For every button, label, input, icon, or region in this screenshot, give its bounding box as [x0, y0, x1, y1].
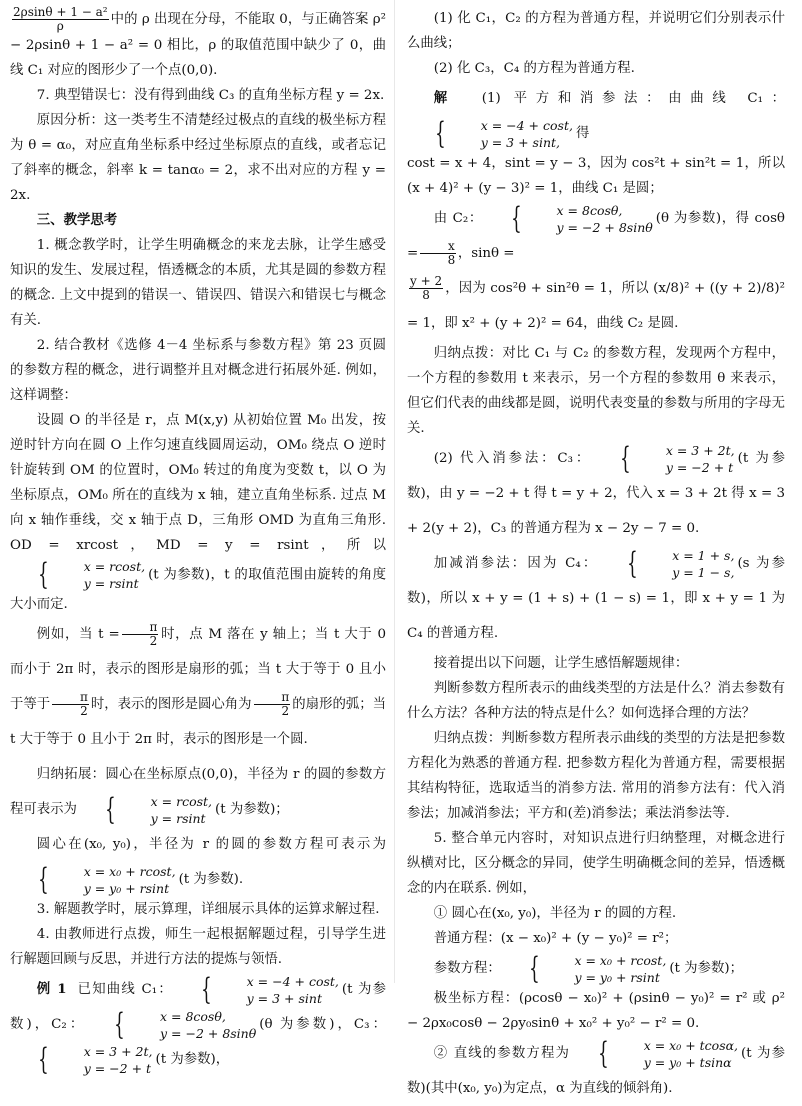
solution-c1-derivation: cost = x + 4，sint = y − 3，因为 cos²t + sin²t = 1，所以 (x + 4)² + (y − 3)² = 1，曲线 C₁ 是圆； [407, 156, 785, 196]
equation-system: { x = −4 + cost, y = 3 + sint, [435, 115, 573, 151]
fraction: $\frac{y + 2}{8}$ [410, 274, 443, 302]
question-1: (1) 化 C₁，C₂ 的方程为普通方程，并说明它们分别表示什么曲线； [407, 11, 785, 51]
paragraph-cause-analysis: 原因分析：这一类考生不清楚经过极点的直线的极坐标方程为 θ = α₀，对应直角坐标系中经过坐标原点的直线，或者忘记了斜率的概念，斜率 k = tanα₀ = 2，求不出对应的方程 y = 2x. [10, 113, 386, 203]
fraction-pi-over-2: $\frac{\pi}{2}$ [254, 691, 291, 718]
equation-system: { x = rcost, y = rsint [38, 557, 146, 592]
equation-system: { x = 3 + 2t, y = −2 + t [38, 1041, 153, 1077]
equation-system: { x = 8cosθ, y = −2 + 8sinθ [510, 200, 653, 236]
circle-polar-equation: 极坐标方程：(ρcosθ − x₀)² + (ρsinθ − y₀)² = r² 或 ρ² − 2ρx₀cosθ − 2ρy₀sinθ + x₀² + y₀² − r² = 0. [407, 991, 785, 1031]
paragraph-summary-center: 圆心在(x₀, y₀)，半径为 r 的圆的参数方程可表示为 { x = x₀ + rcost, y = y₀ + rsint (t 为参数). [10, 827, 386, 897]
paragraph-unit-integration: 5. 整合单元内容时，对知识点进行归纳整理，对概念进行纵横对比，区分概念的异同，使学生明确概念间的差异，悟透概念的内在联系. 例如， [407, 831, 785, 896]
paragraph-textbook: 2. 结合教材《选修 4－4 坐标系与参数方程》第 23 页圆的参数方程的概念，进行调整并且对概念进行拓展外延. 例如，这样调整： [10, 338, 386, 403]
solution-label: 解 [433, 90, 456, 106]
circle-parametric-equation: 参数方程： { x = x₀ + rcost, y = y₀ + rsint (t 为参数)； [433, 950, 743, 986]
paragraph-error6-tail: $\frac{\text{2ρsinθ + 1 − a²}}{\rho}$ 中的 ρ 出现在分母，不能取 0，与正确答案 ρ² − 2ρsinθ + 1 − a² = 0 相比，ρ 的取值范围中缺少了 0，曲线 C₁ 对应的图形少了一个点(0,0). [10, 5, 386, 78]
paragraph-insight-1: 归纳点拨：对比 C₁ 与 C₂ 的参数方程，发现两个方程中，一个方程的参数用 t 来表示，另一个方程的参数用 θ 来表示，但它们代表的曲线都是圆，说明代表变量的参数与所用的字母无关. [407, 346, 785, 436]
fraction: $\frac{x}{8}$ [420, 240, 456, 267]
paragraph-concept-teaching: 1. 概念教学时，让学生明确概念的来龙去脉，让学生感受知识的发生、发展过程，悟透概念的本质，尤其是圆的参数方程的概念. 上文中提到的错误一、错误四、错误六和错误七与概念有关. [10, 238, 386, 328]
example-label: 例 1 [36, 981, 67, 997]
circle-item-heading: ① 圆心在(x₀, y₀)，半径为 r 的圆的方程. [433, 906, 677, 921]
left-column [10, 6, 386, 1077]
column-divider [394, 0, 395, 983]
fraction-pi-over-2: $\frac{\pi}{2}$ [122, 621, 159, 648]
equation-system: { x = 8cosθ, y = −2 + 8sinθ [114, 1006, 257, 1042]
equation-system: { x = x₀ + tcosα, y = y₀ + tsinα [598, 1035, 739, 1071]
paragraph-teacher-guidance: 4. 由教师进行点拨，师生一起根据解题过程，引导学生进行解题回顾与反思，并进行方法的提炼与领悟. [10, 927, 386, 967]
solution-c2-result: $\frac{y + 2}{8}$ ，因为 cos²θ + sin²θ = 1，所以 (x/8)² + ((y + 2)/8)² = 1，即 x² + (y + 2)² = 64，曲线 C₂ 是圆. [407, 274, 785, 331]
equation-system: { x = x₀ + rcost, y = y₀ + rsint [38, 861, 176, 897]
equation-system: { x = 3 + 2t, y = −2 + t [620, 440, 735, 476]
paragraph-example-angle: 例如，当 t = $\frac{\pi}{2}$ 时，点 M 落在 y 轴上；当 t 大于 0 而小于 2π 时，表示的图形是扇形的弧；当 t 大于等于 0 且小于等于 $\frac{\pi}{2}$ 时，表示的图形是圆心角为 $\frac{\pi}{2}$ 的扇形的弧；当 t 大于等于 0 且小于 2π 时，表示的图形是一个圆. [10, 620, 387, 747]
solution-part2: (2) 代入消参法：C₃： { x = 3 + 2t, y = −2 + t (t 为参数)，由 y = −2 + t 得 t = y + 2，代入 x = 3 + 2t 得 x = 3 + 2(y + 2)，C₃ 的普通方程为 x − 2y − 7 = 0. [407, 440, 785, 536]
solution-part1: 解 (1) 平方和消参法：由曲线 C₁： { x = −4 + cost, y = 3 + sint, 得 [407, 81, 785, 151]
equation-system: { x = −4 + cost, y = 3 + sint [201, 971, 339, 1007]
equation-system: { x = rcost, y = rsint [105, 791, 213, 827]
fraction-pi-over-2: $\frac{\pi}{2}$ [52, 691, 89, 718]
paragraph-circle-setup: 设圆 O 的半径是 r，点 M(x,y) 从初始位置 M₀ 出发，按逆时针方向在圆 O 上作匀速直线圆周运动，OM₀ 绕点 O 逆时针旋转到 OM 的位置时，OM₀ 转过的角度为变数 t，以 O 为坐标原点，OM₀ 所在的直线为 x 轴，建立直角坐标系. 过点 M 向 x 轴作垂线，交 x 轴于点 D，三角形 OMD 为直角三角形. OD = xrcost，MD = y = rsint，所以 { x = rcost, y = rsint (t 为参数)，t 的取值范围由旋转的角度大小而定. [10, 413, 386, 612]
equation-system: { x = x₀ + rcost, y = y₀ + rsint [528, 950, 667, 986]
right-column [407, 6, 785, 1106]
circle-normal-equation: 普通方程：(x − x₀)² + (y − y₀)² = r²； [433, 931, 678, 946]
equation-system: { x = 1 + s, y = 1 − s, [626, 545, 735, 581]
solution-c4: 加减消参法：因为 C₄： { x = 1 + s, y = 1 − s, (s 为参数)，所以 x + y = (1 + s) + (1 − s) = 1，即 x + y = 1 为 C₄ 的普通方程. [407, 545, 785, 641]
question-2: (2) 化 C₃，C₄ 的方程为普通方程. [433, 61, 635, 76]
solution-c2-derivation: 由 C₂： { x = 8cosθ, y = −2 + 8sinθ (θ 为参数)，得 cosθ = $\frac{x}{8}$ ，sinθ = [407, 200, 785, 267]
paragraph-questions: 判断参数方程所表示的曲线类型的方法是什么？消去参数有什么方法？各种方法的特点是什么？如何选择合理的方法？ [407, 681, 785, 721]
paragraph-prompt: 接着提出以下问题，让学生感悟解题规律： [433, 656, 689, 671]
paragraph-problem-solving: 3. 解题教学时，展示算理，详细展示具体的运算求解过程. [36, 902, 380, 917]
fraction: $\frac{\text{2ρsinθ + 1 − a²}}{\rho}$ [13, 5, 108, 33]
paragraph-error7: 7. 典型错误七：没有得到曲线 C₃ 的直角坐标方程 y = 2x. [36, 88, 385, 103]
paragraph-insight-2: 归纳点拨：判断参数方程所表示曲线的类型的方法是把参数方程化为熟悉的普通方程. 把参数方程化为普通方程，需要根据其结构特征，选取适当的消参方法. 常用的消参方法有：代入消参法；加减消参法；平方和(差)消参法；乘法消参法等. [407, 731, 785, 821]
section-heading: 三、教学思考 [36, 212, 118, 228]
line-parametric-equation: ② 直线的参数方程为 { x = x₀ + tcosα, y = y₀ + tsinα (t 为参数)(其中(x₀, y₀)为定点，α 为直线的倾斜角). [407, 1035, 785, 1096]
paragraph-example-1: 例 1 已知曲线 C₁： { x = −4 + cost, y = 3 + sint (t 为参数)，C₂： { x = 8cosθ, y = −2 + 8sinθ (θ 为参数)，C₃： { x = 3 + 2t, y = −2 + t (t 为参数)， [10, 971, 386, 1077]
paragraph-summary-origin: 归纳拓展：圆心在坐标原点(0,0)，半径为 r 的圆的参数方程可表示为 { x = rcost, y = rsint (t 为参数)； [10, 767, 386, 827]
